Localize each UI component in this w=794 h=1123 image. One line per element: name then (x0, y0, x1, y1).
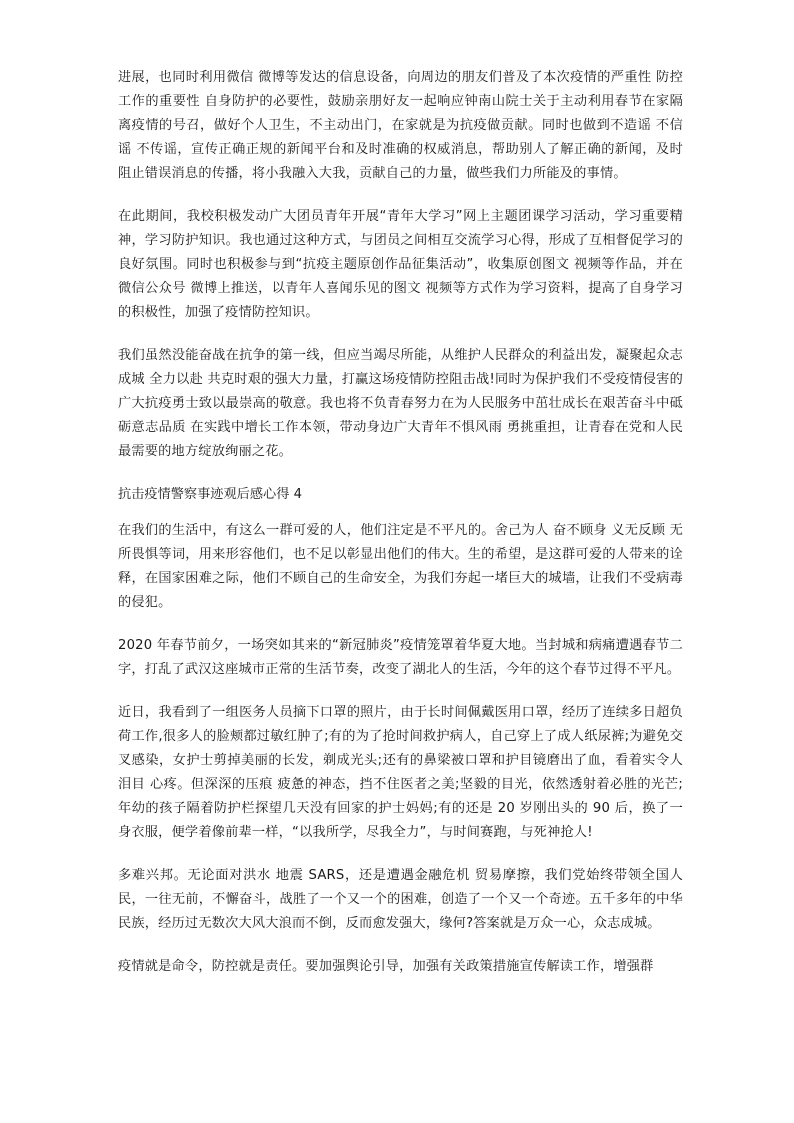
paragraph-lovely-people: 在我们的生活中，有这么一群可爱的人，他们注定是不平凡的。舍己为人 奋不顾身 义无反顾 无所畏惧等词，用来形容他们，也不足以彰显出他们的伟大。生的希望，是这群可爱的人带来的诠释，在国家困难之际，他们不顾自己的生命安全，为我们夯起一堵巨大的城墙，让我们不受病毒的侵犯。 (118, 523, 683, 610)
section-heading: 抗击疫情警察事迹观后感心得 4 (118, 487, 303, 502)
paragraph-nation: 多难兴邦。无论面对洪水 地震 SARS，还是遭遇金融危机 贸易摩擦，我们党始终带领全国人民，一往无前，不懈奋斗，战胜了一个又一个的困难，创造了一个又一个奇迹。五千多年的中华民族，经历过无数次大风大浪而不倒，反而愈发强大，缘何?答案就是万众一心，众志成城。 (118, 868, 683, 931)
paragraph-spring-festival: 2020 年春节前夕，一场突如其来的“新冠肺炎”疫情笼罩着华夏大地。当封城和病痛遭遇春节二字，打乱了武汉这座城市正常的生活节奏，改变了湖北人的生活，今年的这个春节过得不平凡。 (118, 638, 683, 677)
paragraph-responsibility: 疫情就是命令，防控就是责任。要加强舆论引导，加强有关政策措施宣传解读工作，增强群 (118, 959, 654, 974)
paragraph-intro: 进展，也同时利用微信 微博等发达的信息设备，向周边的朋友们普及了本次疫情的严重性 防控工作的重要性 自身防护的必要性，鼓励亲朋好友一起响应钟南山院士关于主动利用春节在家隔离疫情的号召，做好个人卫生，不主动出门，在家就是为抗疫做贡献。同时也做到不造谣 不信谣 不传谣，宣传正确正规的新闻平台和及时准确的权威消息，帮助别人了解正确的新闻，及时阻止错误消息的传播，将小我融入大我，贡献自己的力量，做些我们力所能及的事情。 (118, 70, 683, 181)
paragraph-medical-staff: 近日，我看到了一组医务人员摘下口罩的照片，由于长时间佩戴医用口罩，经历了连续多日超负荷工作,很多人的脸颊都过敏红肿了;有的为了抢时间救护病人，自己穿上了成人纸尿裤;为避免交叉感染，女护士剪掉美丽的长发，剃成光头;还有的鼻梁被口罩和护目镜磨出了血，看着实令人泪目 心疼。但深深的压痕 疲惫的神态，挡不住医者之美;坚毅的目光，依然透射着必胜的光芒;年幼的孩子隔着防护栏探望几天没有回家的护士妈妈;有的还是 20 岁刚出头的 90 后，换了一身衣服，便学着像前辈一样，“以我所学，尽我全力”，与时间赛跑，与死神抢人! (118, 705, 683, 840)
paragraph-conclusion: 我们虽然没能奋战在抗争的第一线，但应当竭尽所能，从维护人民群众的利益出发，凝聚起众志成城 全力以赴 共克时艰的强大力量，打赢这场疫情防控阻击战!同时为保护我们不受疫情侵害的广大抗疫勇士致以最崇高的敬意。我也将不负青春努力在为人民服务中茁壮成长在艰苦奋斗中砥砺意志品质 在实践中增长工作本领，带动身边广大青年不惧风雨 勇挑重担，让青春在党和人民最需要的地方绽放绚丽之花。 (118, 348, 683, 459)
paragraph-study-activity: 在此期间，我校积极发动广大团员青年开展“青年大学习”网上主题团课学习活动，学习重要精神，学习防护知识。我也通过这种方式，与团员之间相互交流学习心得，形成了互相督促学习的良好氛围。同时也积极参与到“抗疫主题原创作品征集活动”，收集原创图文 视频等作品，并在微信公众号 微博上推送，以青年人喜闻乐见的图文 视频等方式作为学习资料，提高了自身学习的积极性，加强了疫情防控知识。 (118, 209, 683, 320)
document-page (118, 66, 683, 998)
